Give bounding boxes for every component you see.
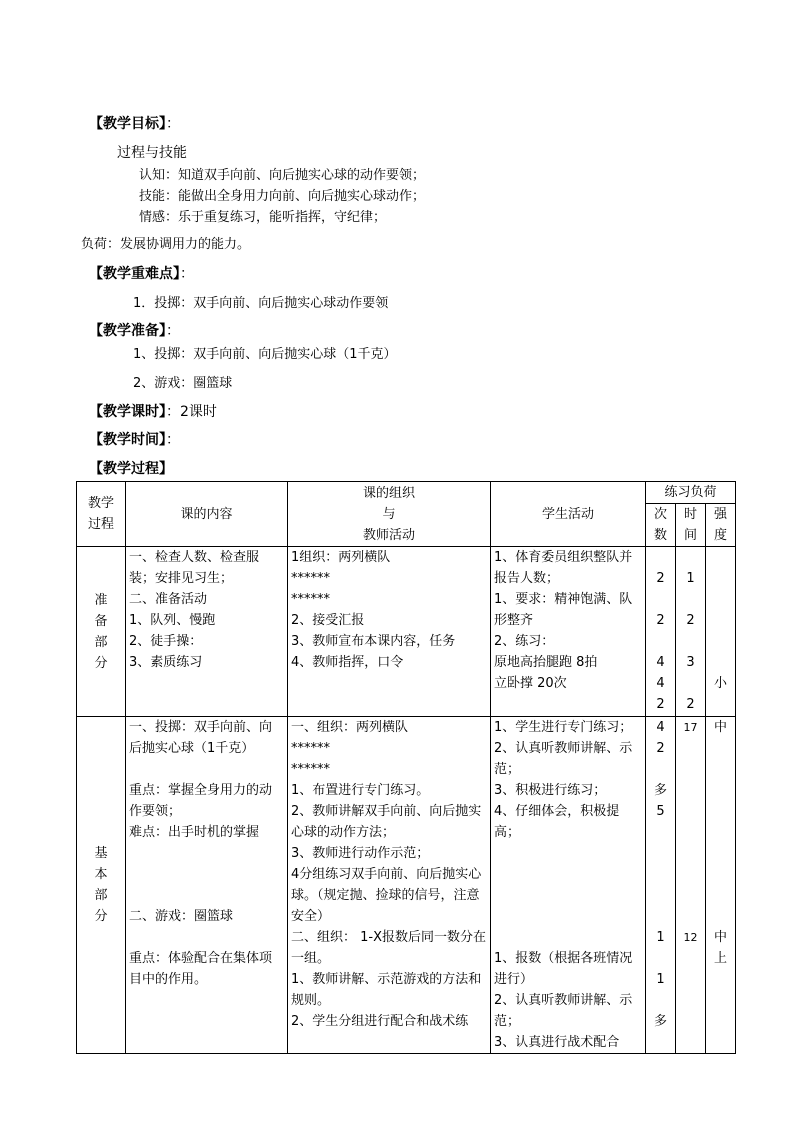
key-points-colon: ： (180, 266, 194, 282)
student-activity-cell: 1、学生进行专门练习； 2、认真听教师讲解、示范； 3、积极进行练习； 4、仔细体会，积极提高； 1、报数（根据各班情况进行） 2、认真听教师讲解、示范； 3、认真进行战术配合 (491, 717, 646, 1054)
count-cell: 2 2 4 4 2 (646, 547, 676, 717)
content-cell: 一、检查人数、检查服装；安排见习生； 二、准备活动 1、队列、慢跑 2、徒手操： 3、素质练习 (126, 547, 288, 717)
organization-cell: 1组织：两列横队 ****** ****** 2、接受汇报 3、教师宣布本课内容，任务 4、教师指挥，口令 (288, 547, 491, 717)
table-row (77, 717, 736, 1054)
lesson-hours-heading (89, 404, 217, 420)
intensity-cell: 中 中 上 (706, 717, 736, 1054)
table-row (77, 547, 736, 717)
goal-load: 负荷：发展协调用力的能力。 (81, 237, 251, 252)
teaching-process-heading: 【教学过程】 (89, 461, 173, 477)
count-cell: 4 2 多 5 1 1 多 (646, 717, 676, 1054)
teaching-goals-title: 【教学目标】 (89, 116, 166, 132)
teaching-goals-colon: ： (166, 116, 180, 132)
content-cell: 一、投掷：双手向前、向后抛实心球（1千克） 重点：掌握全身用力的动作要领； 难点：出手时机的掌握 二、游戏：圈篮球 重点：体验配合在集体项目中的作用。 (126, 717, 288, 1054)
header-time: 时 间 (676, 504, 706, 547)
key-point-item: 1．投掷：双手向前、向后抛实心球动作要领 (133, 296, 389, 311)
preparation-item-1: 1、投掷：双手向前、向后抛实心球（1千克） (133, 347, 397, 362)
intensity-cell: 小 (706, 547, 736, 717)
goals-subheading: 过程与技能 (117, 145, 187, 161)
header-count: 次 数 (646, 504, 676, 547)
key-points-title: 【教学重难点】 (89, 266, 180, 282)
header-stage: 教学 过程 (77, 482, 126, 547)
header-content: 课的内容 (126, 482, 288, 547)
stage-cell: 准 备 部 分 (77, 547, 126, 717)
lesson-time-title: 【教学时间】 (89, 432, 166, 448)
goal-skill: 技能：能做出全身用力向前、向后抛实心球动作； (139, 189, 426, 204)
header-organization: 课的组织 与 教师活动 (288, 482, 491, 547)
goal-emotion: 情感：乐于重复练习，能听指挥，守纪律； (139, 210, 387, 225)
lesson-hours-value: ：2课时 (166, 404, 217, 420)
time-cell: 17 12 (676, 717, 706, 1054)
lesson-plan-table (76, 481, 736, 1054)
header-student-activity: 学生活动 (491, 482, 646, 547)
preparation-colon: ： (166, 323, 180, 339)
organization-cell: 一、组织：两列横队 ****** ****** 1、布置进行专门练习。 2、教师讲解双手向前、向后抛实心球的动作方法； 3、教师进行动作示范； 4分组练习双手向前、向后抛实心球。（规定抛、捡球的信号，注意安全） 二、组织： 1-X报数后同一数分在一组。 1、教师讲解、示范游戏的方法和规则。 2、学生分组进行配合和战术练 (288, 717, 491, 1054)
preparation-heading (89, 323, 180, 339)
lesson-time-heading (89, 432, 180, 448)
preparation-item-2: 2、游戏：圈篮球 (133, 376, 233, 391)
header-intensity: 强 度 (706, 504, 736, 547)
student-activity-cell: 1、体育委员组织整队并报告人数； 1、要求：精神饱满、队形整齐 2、练习： 原地高抬腿跑 8拍 立卧撑 20次 (491, 547, 646, 717)
stage-cell: 基 本 部 分 (77, 717, 126, 1054)
lesson-time-colon: ： (166, 432, 180, 448)
teaching-goals-heading (89, 116, 180, 132)
preparation-title: 【教学准备】 (89, 323, 166, 339)
lesson-hours-title: 【教学课时】 (89, 404, 166, 420)
time-cell: 1 2 3 2 (676, 547, 706, 717)
header-practice-load: 练习负荷 (646, 482, 736, 504)
key-points-heading (89, 266, 194, 282)
goal-cognition: 认知：知道双手向前、向后抛实心球的动作要领； (139, 168, 426, 183)
